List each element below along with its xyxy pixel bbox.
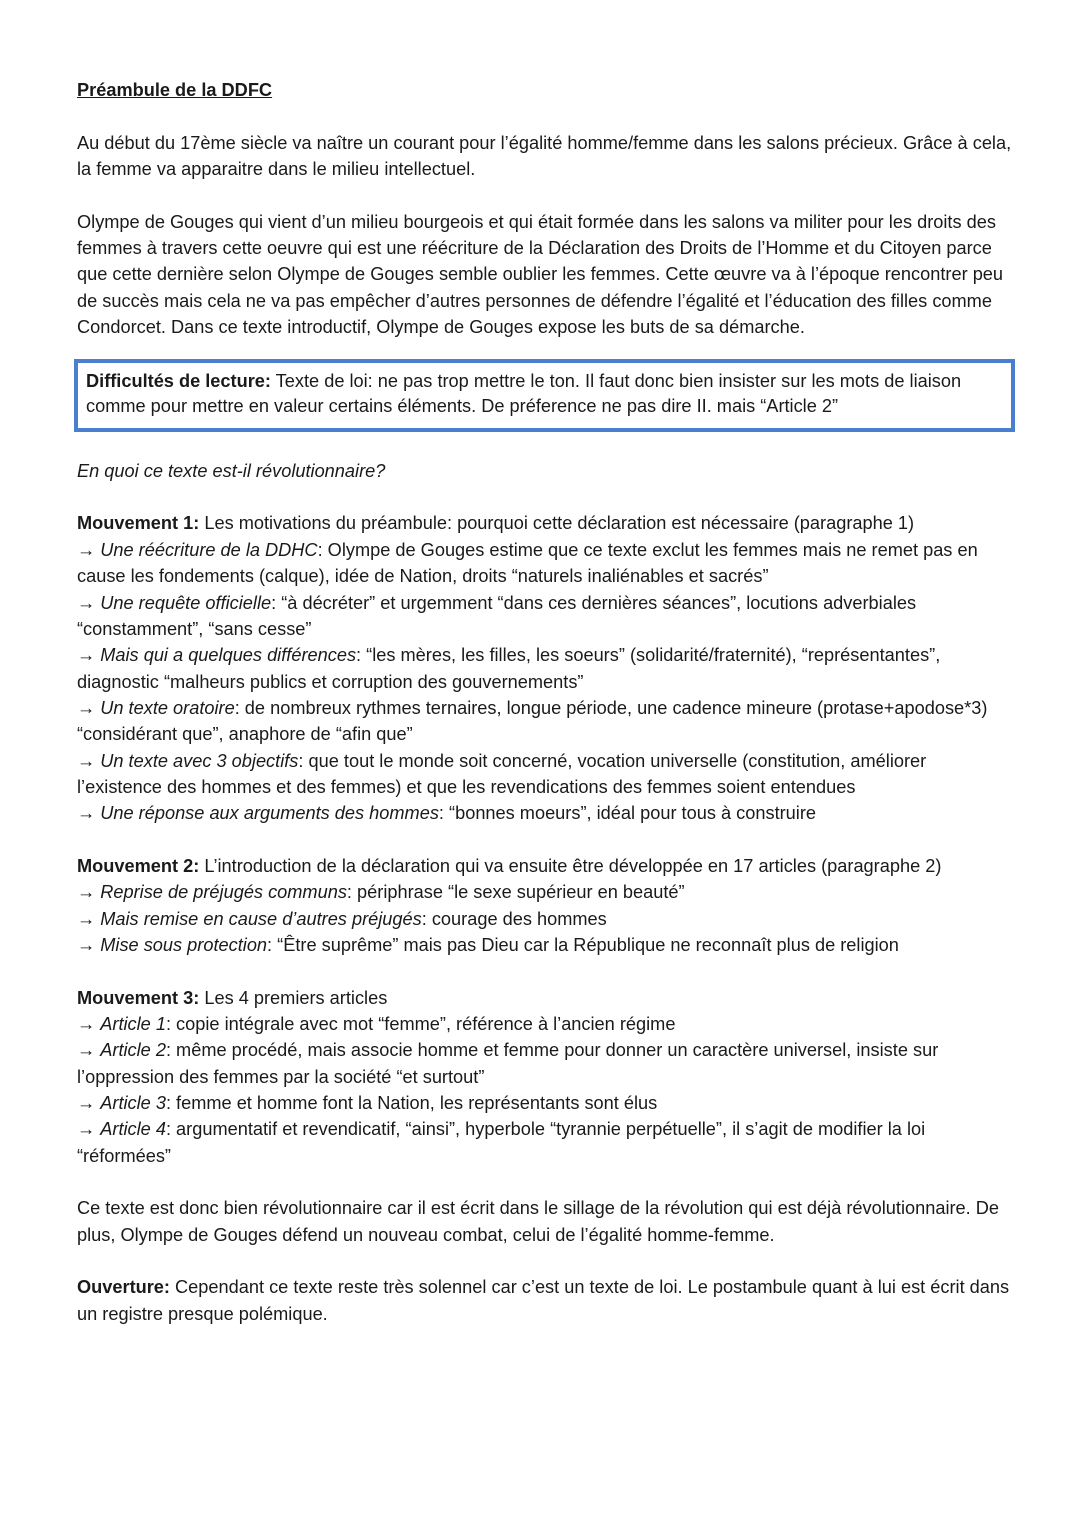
arrow-icon: →	[77, 908, 101, 929]
point-text: : “à décréter” et urgemment “dans ces dernières séances”, locutions adverbiales “constamment”, “sans cesse”	[77, 592, 917, 639]
point-text: : “bonnes moeurs”, idéal pour tous à construire	[438, 803, 817, 824]
intro-paragraph: Au début du 17ème siècle va naître un courant pour l’égalité homme/femme dans les salons précieux. Grâce à cela, la femme va apparaitre dans le milieu intellectuel.	[77, 132, 1012, 180]
point-text: : périphrase “le sexe supérieur en beauté”	[346, 882, 685, 903]
movement-point	[77, 537, 1012, 590]
movement-point	[77, 906, 1012, 932]
point-text: : “les mères, les filles, les soeurs” (solidarité/fraternité), “représentantes”, diagnostic “malheurs publics et corruption des gouvernements”	[77, 645, 941, 692]
box-text: Texte de loi: ne pas trop mettre le ton. Il faut donc bien insister sur les mots de liaison comme pour mettre en valeur certains éléments. De préference ne pas dire II. mais “Article 2”	[86, 370, 962, 417]
point-text: : argumentatif et revendicatif, “ainsi”, hyperbole “tyrannie perpétuelle”, il s’agit de modifier la loi “réformées”	[77, 1119, 926, 1166]
movement-point	[77, 932, 1012, 958]
movement-1	[77, 510, 1012, 826]
movement-2	[77, 853, 1012, 958]
movement-point	[77, 642, 1012, 695]
point-title: Mise sous protection	[100, 934, 268, 955]
point-title: Article 2	[100, 1040, 166, 1061]
movements	[77, 510, 1012, 1169]
movement-point	[77, 879, 1012, 905]
box-label: Difficultés de lecture:	[86, 370, 271, 391]
movement-label: Mouvement 2:	[77, 855, 200, 876]
arrow-icon: →	[77, 539, 101, 560]
point-title: Une réponse aux arguments des hommes	[100, 803, 439, 824]
point-text: : “Être suprême” mais pas Dieu car la République ne reconnaît plus de religion	[267, 934, 899, 955]
movement-label: Mouvement 1:	[77, 513, 200, 534]
point-title: Un texte avec 3 objectifs	[100, 750, 299, 771]
point-text: : copie intégrale avec mot “femme”, référence à l’ancien régime	[165, 1014, 676, 1034]
opening-text: Cependant ce texte reste très solennel car c’est un texte de loi. Le postambule quant à lui est écrit dans un registre presque polémique.	[77, 1277, 1010, 1324]
movement-point	[77, 695, 1012, 748]
movement-point	[77, 590, 1012, 643]
movement-summary: Les 4 premiers articles	[199, 987, 388, 1008]
point-text: : courage des hommes	[421, 908, 607, 929]
arrow-icon: →	[77, 645, 101, 666]
arrow-icon: →	[77, 592, 101, 613]
point-title: Une réécriture de la DDHC	[100, 539, 318, 560]
problem-question: En quoi ce texte est-il révolutionnaire?	[77, 460, 386, 481]
movement-3	[77, 985, 1012, 1169]
movement-point	[77, 1011, 1012, 1037]
intro-paragraph: Olympe de Gouges qui vient d’un milieu bourgeois et qui était formée dans les salons va militer pour les droits des femmes à travers cette oeuvre qui est une réécriture de la Déclaration des Droits de l’Homme et du Citoyen parce que cette dernière selon Olympe de Gouges semble oublier les femmes. Cette œuvre va à l’époque rencontrer peu de succès mais cela ne va pas empêcher d’autres personnes de défendre l’égalité et l’éducation des filles comme Condorcet. Dans ce texte introductif, Olympe de Gouges expose les buts de sa démarche.	[77, 211, 1004, 338]
movement-point	[77, 1116, 1012, 1169]
movement-summary: L’introduction de la déclaration qui va ensuite être développée en 17 articles (paragraphe 2)	[199, 855, 942, 876]
arrow-icon: →	[77, 750, 101, 771]
point-title: Un texte oratoire	[100, 697, 235, 718]
point-title: Article 3	[100, 1093, 166, 1114]
movement-heading	[77, 853, 1012, 879]
movement-heading	[77, 510, 1012, 536]
point-title: Article 4	[100, 1119, 166, 1140]
arrow-icon: →	[77, 1040, 101, 1061]
opening-paragraph	[77, 1274, 1012, 1327]
document-page	[77, 77, 1012, 1353]
point-title: Article 1	[100, 1014, 166, 1034]
point-text: : de nombreux rythmes ternaires, longue période, une cadence mineure (protase+apodose*3) “considérant que”, anaphore de “afin que”	[77, 697, 988, 745]
arrow-icon: →	[77, 1014, 101, 1034]
movement-summary: Les motivations du préambule: pourquoi cette déclaration est nécessaire (paragraphe 1)	[199, 513, 915, 534]
opening-label: Ouverture:	[77, 1277, 170, 1298]
point-title: Mais qui a quelques différences	[100, 645, 357, 666]
reading-difficulties-box	[74, 359, 1015, 432]
movement-point	[77, 748, 1012, 801]
point-text: : même procédé, mais associe homme et femme pour donner un caractère universel, insiste sur l’oppression des femmes par la société “et surtout”	[77, 1040, 939, 1087]
arrow-icon: →	[77, 1093, 101, 1114]
point-text: : que tout le monde soit concerné, vocation universelle (constitution, améliorer l’existence des hommes et des femmes) et que les revendications des femmes soient entendues	[77, 750, 927, 797]
arrow-icon: →	[77, 697, 101, 718]
arrow-icon: →	[77, 1119, 101, 1140]
document-title: Préambule de la DDFC	[77, 80, 273, 100]
point-title: Une requête officielle	[100, 592, 272, 613]
point-text: : Olympe de Gouges estime que ce texte exclut les femmes mais ne remet pas en cause les fondements (calque), idée de Nation, droits “naturels inaliénables et sacrés”	[77, 539, 978, 587]
movement-heading	[77, 985, 1012, 1011]
arrow-icon: →	[77, 882, 101, 903]
point-title: Mais remise en cause d’autres préjugés	[100, 908, 422, 929]
movement-label: Mouvement 3:	[77, 987, 200, 1008]
movement-point	[77, 1090, 1012, 1116]
point-text: : femme et homme font la Nation, les représentants sont élus	[165, 1093, 658, 1114]
point-title: Reprise de préjugés communs	[100, 882, 347, 903]
arrow-icon: →	[77, 934, 101, 955]
arrow-icon: →	[77, 803, 101, 824]
movement-point	[77, 800, 1012, 826]
conclusion-paragraph: Ce texte est donc bien révolutionnaire car il est écrit dans le sillage de la révolution qui est déjà révolutionnaire. De plus, Olympe de Gouges défend un nouveau combat, celui de l’égalité homme-femme.	[77, 1198, 1000, 1245]
movement-point	[77, 1037, 1012, 1090]
